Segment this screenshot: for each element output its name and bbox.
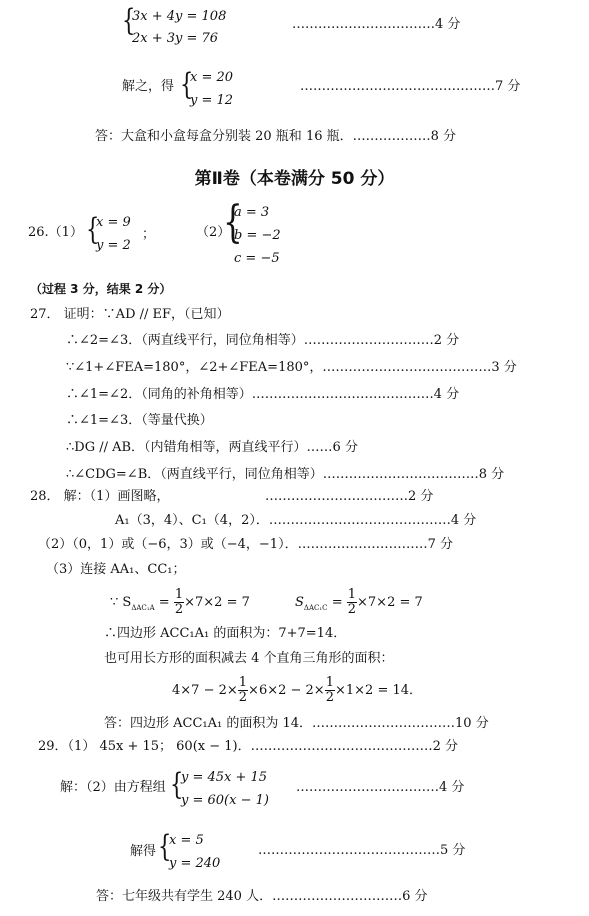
calc-line [172,676,422,705]
score-line: ……………………………4 分 [292,17,461,32]
equation: y = 12 [190,93,234,108]
question-number: 26.（1） [28,225,83,240]
brace: { [223,197,243,248]
text-line: 解之，得 [122,79,175,94]
separator: ； [142,227,156,242]
brace: { [86,212,100,247]
equation: y = 45x + 15 [181,770,268,785]
fraction-half [347,588,357,617]
section-title: 第Ⅱ卷（本卷满分 50 分） [194,169,395,189]
equation: 2x + 3y = 76 [132,31,219,46]
triangle-subscript: ΔAC₁A [131,604,155,612]
fraction-denominator: 2 [174,602,184,617]
area-formula-1 [110,588,250,622]
equation: y = 240 [169,856,221,871]
brace: { [180,67,194,102]
equation: x = 20 [190,70,234,85]
text-line: 27． 证明：∵AD // EF，（已知） [30,307,230,322]
fraction-denominator: 2 [238,690,248,705]
brace: { [170,767,184,802]
score-line: ……………………………2 分 [265,489,434,504]
calc-part: ×6×2 − 2× [248,683,325,698]
formula-rhs: ×7×2 = 7 [184,595,250,610]
fraction-half [174,588,184,617]
fraction-denominator: 2 [325,690,334,705]
text-line: ∴∠2=∠3．（两直线平行，同位角相等）…………………………2 分 [66,333,460,348]
equation: x = 9 [96,215,131,230]
equals: = [158,595,170,610]
text-line: ∴∠CDG=∠B．（两直线平行，同位角相等）………………………………8 分 [66,467,505,482]
formula-rhs: ×7×2 = 7 [357,595,423,610]
equation: y = 2 [96,238,131,253]
score-line: ……………………………………5 分 [258,843,466,858]
equals: = [331,595,343,610]
fraction-numerator: 1 [325,675,334,690]
fraction-denominator: 2 [347,602,357,617]
answer-line: 答：七年级共有学生 240 人．…………………………6 分 [96,889,428,904]
note: （过程 3 分，结果 2 分） [30,282,172,296]
equation: x = 5 [169,833,204,848]
score-line: ………………………………………7 分 [300,79,521,94]
equation: 3x + 4y = 108 [132,9,227,24]
equation: c = −5 [234,251,280,266]
triangle-subscript: ΔAC₁C [303,604,328,612]
text-line: 也可用长方形的面积减去 4 个直角三角形的面积： [104,651,394,666]
fraction-half [325,676,335,705]
equation: y = 60(x − 1) [181,793,269,808]
area-formula-2 [295,588,423,622]
text-line: ∴∠1=∠3．（等量代换） [66,413,213,428]
text-line: 29．（1） 45x + 15； 60(x − 1)．……………………………………2 分 [38,739,458,754]
fraction-numerator: 1 [238,675,248,690]
fraction-numerator: 1 [174,587,184,602]
score-line: ……………………………4 分 [296,780,465,795]
equation: b = −2 [234,228,281,243]
answer-line: 答：四边形 ACC₁A₁ 的面积为 14．……………………………10 分 [104,716,489,731]
text-line: ∴∠1=∠2．（同角的补角相等）……………………………………4 分 [66,387,460,402]
formula-lhs: S [295,595,304,610]
formula-lhs: ∵ S [110,595,132,610]
text-line: （2）（0，1）或（−6，3）或（−4，−1）．…………………………7 分 [38,537,453,552]
text-line: ∵∠1+∠FEA=180°，∠2+∠FEA=180°，…………………………………3 分 [66,360,517,375]
text-line: 解得 [130,844,157,859]
calc-part: 4×7 − 2× [172,683,238,698]
equation: a = 3 [234,205,270,220]
fraction-half [238,676,248,705]
text-line: ∴四边形 ACC₁A₁ 的面积为：7+7=14． [104,626,347,641]
text-line: 28． 解：（1）画图略， [30,489,170,504]
calc-part: ×1×2 = 14． [334,683,423,698]
fraction-numerator: 1 [347,587,357,602]
text-line: 解：（2）由方程组 [60,780,166,795]
text-line: （3）连接 AA₁、CC₁； [46,562,186,577]
sub-part-label: （2） [196,225,231,240]
text-line: ∴DG // AB．（内错角相等，两直线平行）……6 分 [66,440,358,455]
brace: { [122,3,136,38]
brace: { [158,829,172,864]
answer-line: 答：大盒和小盒每盒分别装 20 瓶和 16 瓶．………………8 分 [95,129,457,144]
text-line: A₁（3，4）、C₁（4，2）．……………………………………4 分 [115,513,477,528]
